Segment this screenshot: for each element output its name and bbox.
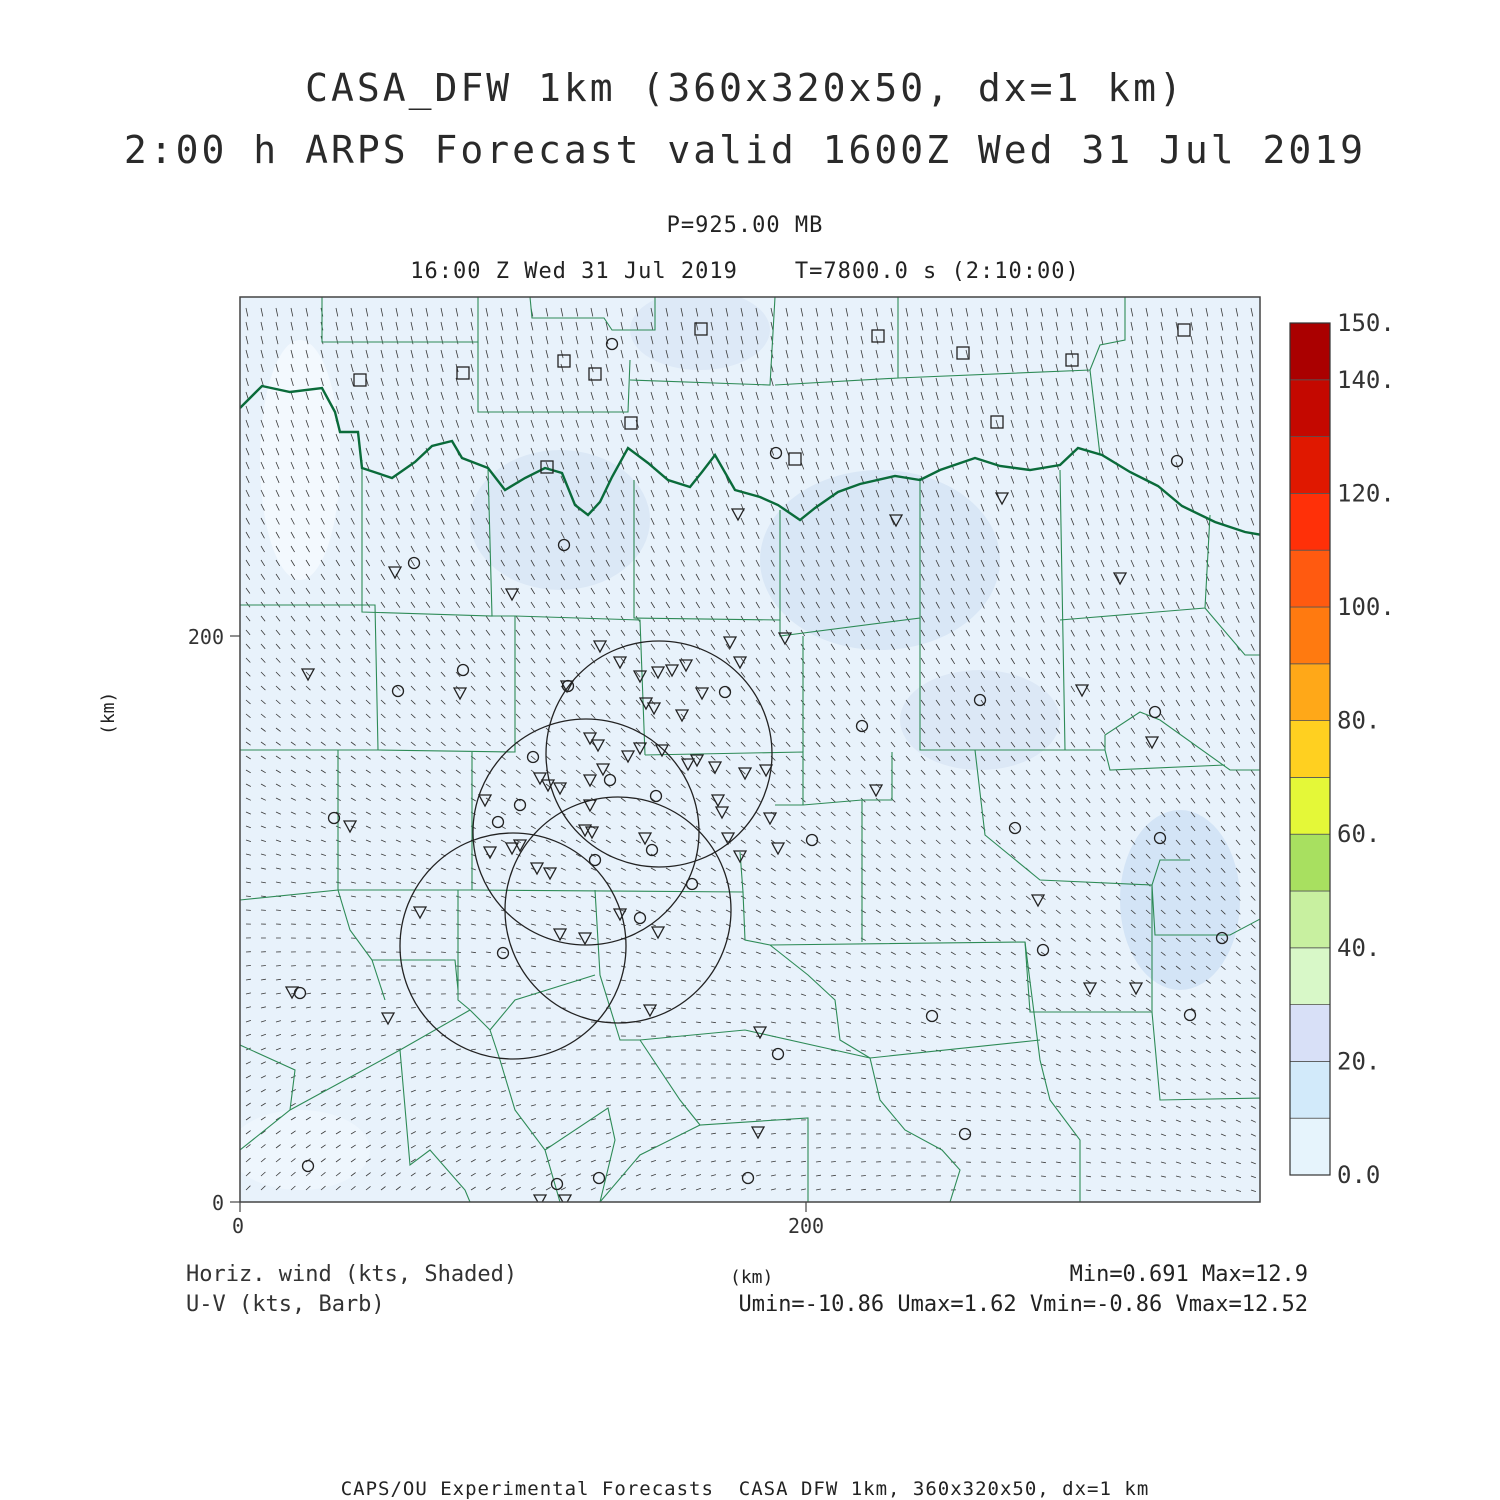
- color-bar-segment: [1290, 1005, 1330, 1062]
- shading-blob: [230, 1110, 370, 1190]
- pressure-level-label: P=925.00 MB: [666, 213, 824, 238]
- color-bar-segment: [1290, 891, 1330, 948]
- title-line-2: 2:00 h ARPS Forecast valid 1600Z Wed 31 Jul 2019: [123, 128, 1367, 172]
- y-axis-label: (km): [98, 691, 119, 735]
- valid-time-label: 16:00 Z Wed 31 Jul 2019 T=7800.0 s (2:10:00): [410, 259, 1080, 284]
- color-bar-segment: [1290, 948, 1330, 1005]
- shaded-field-legend: Horiz. wind (kts, Shaded): [186, 1262, 518, 1287]
- color-bar-tick-label: 20.: [1337, 1047, 1381, 1076]
- color-bar-tick-label: 140.: [1337, 365, 1395, 394]
- color-bar-segment: [1290, 493, 1330, 550]
- color-bar-segment: [1290, 607, 1330, 664]
- x-tick-0: 0: [231, 1214, 245, 1238]
- shading-blob: [470, 450, 650, 590]
- barb-field-legend: U-V (kts, Barb): [186, 1292, 385, 1317]
- color-bar-tick-label: 100.: [1337, 593, 1395, 621]
- color-bar-tick-label: 150.: [1337, 309, 1395, 337]
- color-bar-segment: [1290, 834, 1330, 891]
- color-bar-segment: [1290, 323, 1330, 380]
- y-tick-0: 0: [211, 1191, 224, 1215]
- color-bar-tick-label: 80.: [1337, 706, 1381, 735]
- color-bar-segment: [1290, 437, 1330, 494]
- x-tick-200: 200: [787, 1214, 825, 1238]
- color-bar-tick-labels: [1337, 309, 1395, 1189]
- min-max-stats: Min=0.691 Max=12.9: [1069, 1262, 1308, 1287]
- color-bar-segment: [1290, 1061, 1330, 1118]
- color-bar-tick-label: 60.: [1337, 820, 1381, 849]
- y-tick-200: 200: [187, 625, 224, 649]
- color-bar-segment: [1290, 1118, 1330, 1175]
- color-bar-tick-label: 40.: [1337, 933, 1381, 962]
- title-line-1: CASA_DFW 1km (360x320x50, dx=1 km): [305, 66, 1185, 110]
- x-axis-label: (km): [730, 1267, 774, 1288]
- color-bar-tick-label: 120.: [1337, 479, 1395, 508]
- uv-stats: Umin=-10.86 Umax=1.62 Vmin=-0.86 Vmax=12.52: [738, 1292, 1308, 1317]
- footer-credit: CAPS/OU Experimental Forecasts CASA DFW 1km, 360x320x50, dx=1 km: [340, 1478, 1150, 1500]
- shading-blob: [260, 340, 340, 580]
- color-bar-segment: [1290, 777, 1330, 834]
- color-bar-segment: [1290, 380, 1330, 437]
- shading-blob: [900, 670, 1060, 770]
- color-bar-tick-label: 0.0: [1337, 1161, 1381, 1189]
- color-bar: [1290, 323, 1330, 1175]
- map-background: [240, 297, 1260, 1202]
- color-bar-segment: [1290, 664, 1330, 721]
- color-bar-segment: [1290, 721, 1330, 778]
- color-bar-segment: [1290, 550, 1330, 607]
